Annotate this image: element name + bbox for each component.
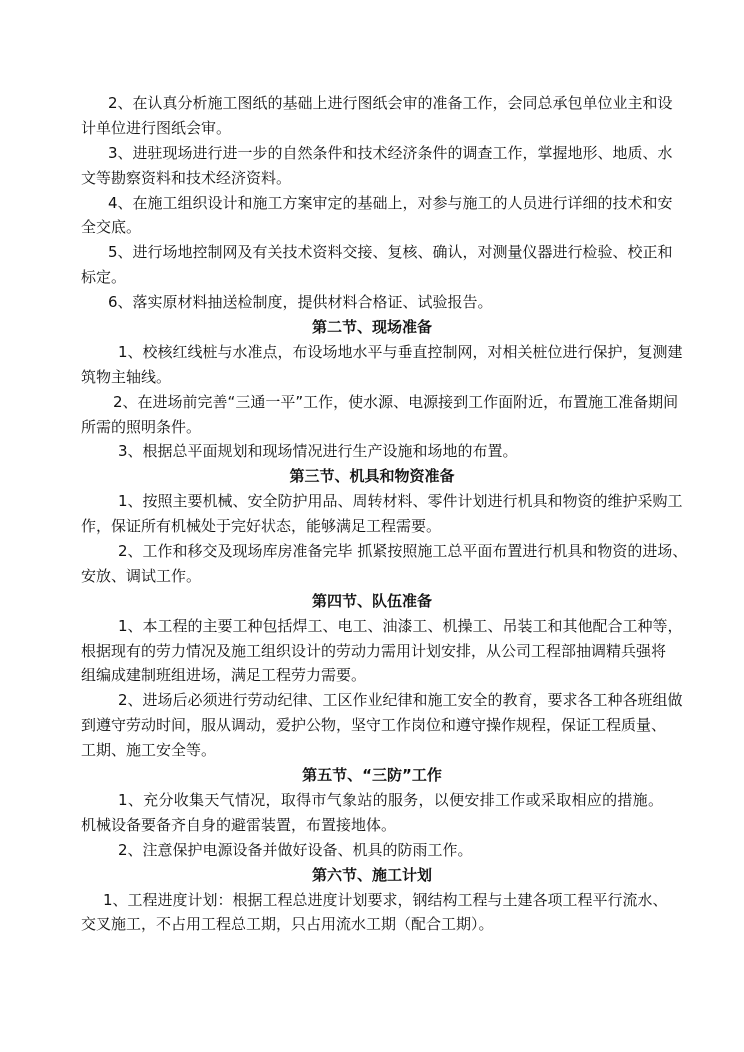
paragraph bbox=[81, 191, 673, 241]
paragraph-line: 根据现有的劳力情况及施工组织设计的劳动力需用计划安排，从公司工程部抽调精兵强将 bbox=[81, 641, 667, 660]
paragraph-line: 标定。 bbox=[81, 268, 127, 287]
paragraph-line: 4、在施工组织设计和施工方案审定的基础上，对参与施工的人员进行详细的技术和安 bbox=[108, 193, 673, 212]
paragraph bbox=[81, 290, 663, 315]
paragraph-line: 作，保证所有机械处于完好状态，能够满足工程需要。 bbox=[81, 517, 442, 536]
paragraph-line: 到遵守劳动时间，服从调动，爱护公物，坚守工作岗位和遵守操作规程，保证工程质量、 bbox=[81, 716, 667, 735]
section-heading: 第三节、机具和物资准备 bbox=[289, 467, 455, 486]
document-section bbox=[81, 91, 673, 315]
paragraph bbox=[81, 340, 683, 390]
paragraph bbox=[81, 688, 683, 763]
paragraph bbox=[81, 838, 663, 863]
paragraph-line: 2、在认真分析施工图纸的基础上进行图纸会审的准备工作，会同总承包单位业主和设 bbox=[108, 94, 673, 112]
section-heading: 第六节、施工计划 bbox=[311, 865, 432, 884]
paragraph-line: 2、在进场前完善“三通一平”工作，使水源、电源接到工作面附近，布置施工准备期间 bbox=[113, 392, 679, 411]
paragraph bbox=[81, 439, 663, 464]
paragraph-line: 3、根据总平面规划和现场情况进行生产设施和场地的布置。 bbox=[118, 442, 518, 461]
paragraph-line: 1、本工程的主要工种包括焊工、电工、油漆工、机操工、吊装工和其他配合工种等， bbox=[118, 616, 683, 635]
paragraph-line: 1、校核红线桩与水准点，布设场地水平与垂直控制网，对相关桩位进行保护，复测建 bbox=[118, 342, 683, 361]
paragraph-line: 1、按照主要机械、安全防护用品、周转材料、零件计划进行机具和物资的维护采购工 bbox=[118, 492, 683, 511]
document-section bbox=[81, 315, 683, 464]
paragraph-line: 5、进行场地控制网及有关技术资料交接、复核、确认，对测量仪器进行检验、校正和 bbox=[108, 243, 673, 262]
paragraph-line: 2、进场后必须进行劳动纪律、工区作业纪律和施工安全的教育，要求各工种各班组做 bbox=[118, 691, 683, 710]
paragraph-line: 2、注意保护电源设备并做好设备、机具的防雨工作。 bbox=[118, 840, 473, 859]
document-section bbox=[81, 863, 668, 938]
paragraph bbox=[81, 888, 668, 938]
paragraph bbox=[81, 539, 688, 589]
document-section bbox=[81, 763, 663, 863]
paragraph-line: 安放、调试工作。 bbox=[81, 566, 202, 585]
document-page bbox=[81, 91, 688, 937]
paragraph-line: 全交底。 bbox=[81, 218, 142, 237]
section-heading: 第五节、“三防”工作 bbox=[302, 766, 442, 785]
document-section bbox=[81, 589, 683, 763]
section-heading: 第二节、现场准备 bbox=[311, 318, 432, 337]
paragraph bbox=[81, 390, 679, 440]
paragraph bbox=[81, 240, 673, 290]
paragraph-line: 组编成建制班组进场，满足工程劳力需要。 bbox=[81, 666, 367, 685]
paragraph-line: 6、落实原材料抽送检制度，提供材料合格证、试验报告。 bbox=[108, 293, 493, 312]
paragraph-line: 筑物主轴线。 bbox=[81, 367, 172, 386]
paragraph-line: 交叉施工，不占用工程总工期，只占用流水工期（配合工期）。 bbox=[81, 915, 494, 934]
paragraph-line: 1、工程进度计划：根据工程总进度计划要求，钢结构工程与土建各项工程平行流水、 bbox=[103, 890, 668, 909]
document-section bbox=[81, 464, 688, 588]
paragraph-line: 工期、施工安全等。 bbox=[81, 741, 217, 760]
section-heading: 第四节、队伍准备 bbox=[311, 591, 432, 610]
paragraph bbox=[81, 141, 673, 191]
paragraph bbox=[81, 489, 683, 539]
paragraph-line: 机械设备要备齐自身的避雷装置，布置接地体。 bbox=[81, 815, 397, 834]
paragraph-line: 3、进驻现场进行进一步的自然条件和技术经济条件的调查工作，掌握地形、地质、水 bbox=[108, 143, 673, 162]
paragraph bbox=[81, 614, 683, 689]
paragraph-line: 计单位进行图纸会审。 bbox=[81, 118, 232, 137]
paragraph bbox=[81, 91, 673, 141]
paragraph-line: 2、工作和移交及现场库房准备完毕 抓紧按照施工总平面布置进行机具和物资的进场、 bbox=[118, 542, 688, 561]
paragraph bbox=[81, 788, 663, 838]
paragraph-line: 文等勘察资料和技术经济资料。 bbox=[81, 168, 292, 187]
paragraph-line: 1、充分收集天气情况，取得市气象站的服务，以便安排工作或采取相应的措施。 bbox=[118, 790, 663, 809]
paragraph-line: 所需的照明条件。 bbox=[81, 417, 202, 436]
